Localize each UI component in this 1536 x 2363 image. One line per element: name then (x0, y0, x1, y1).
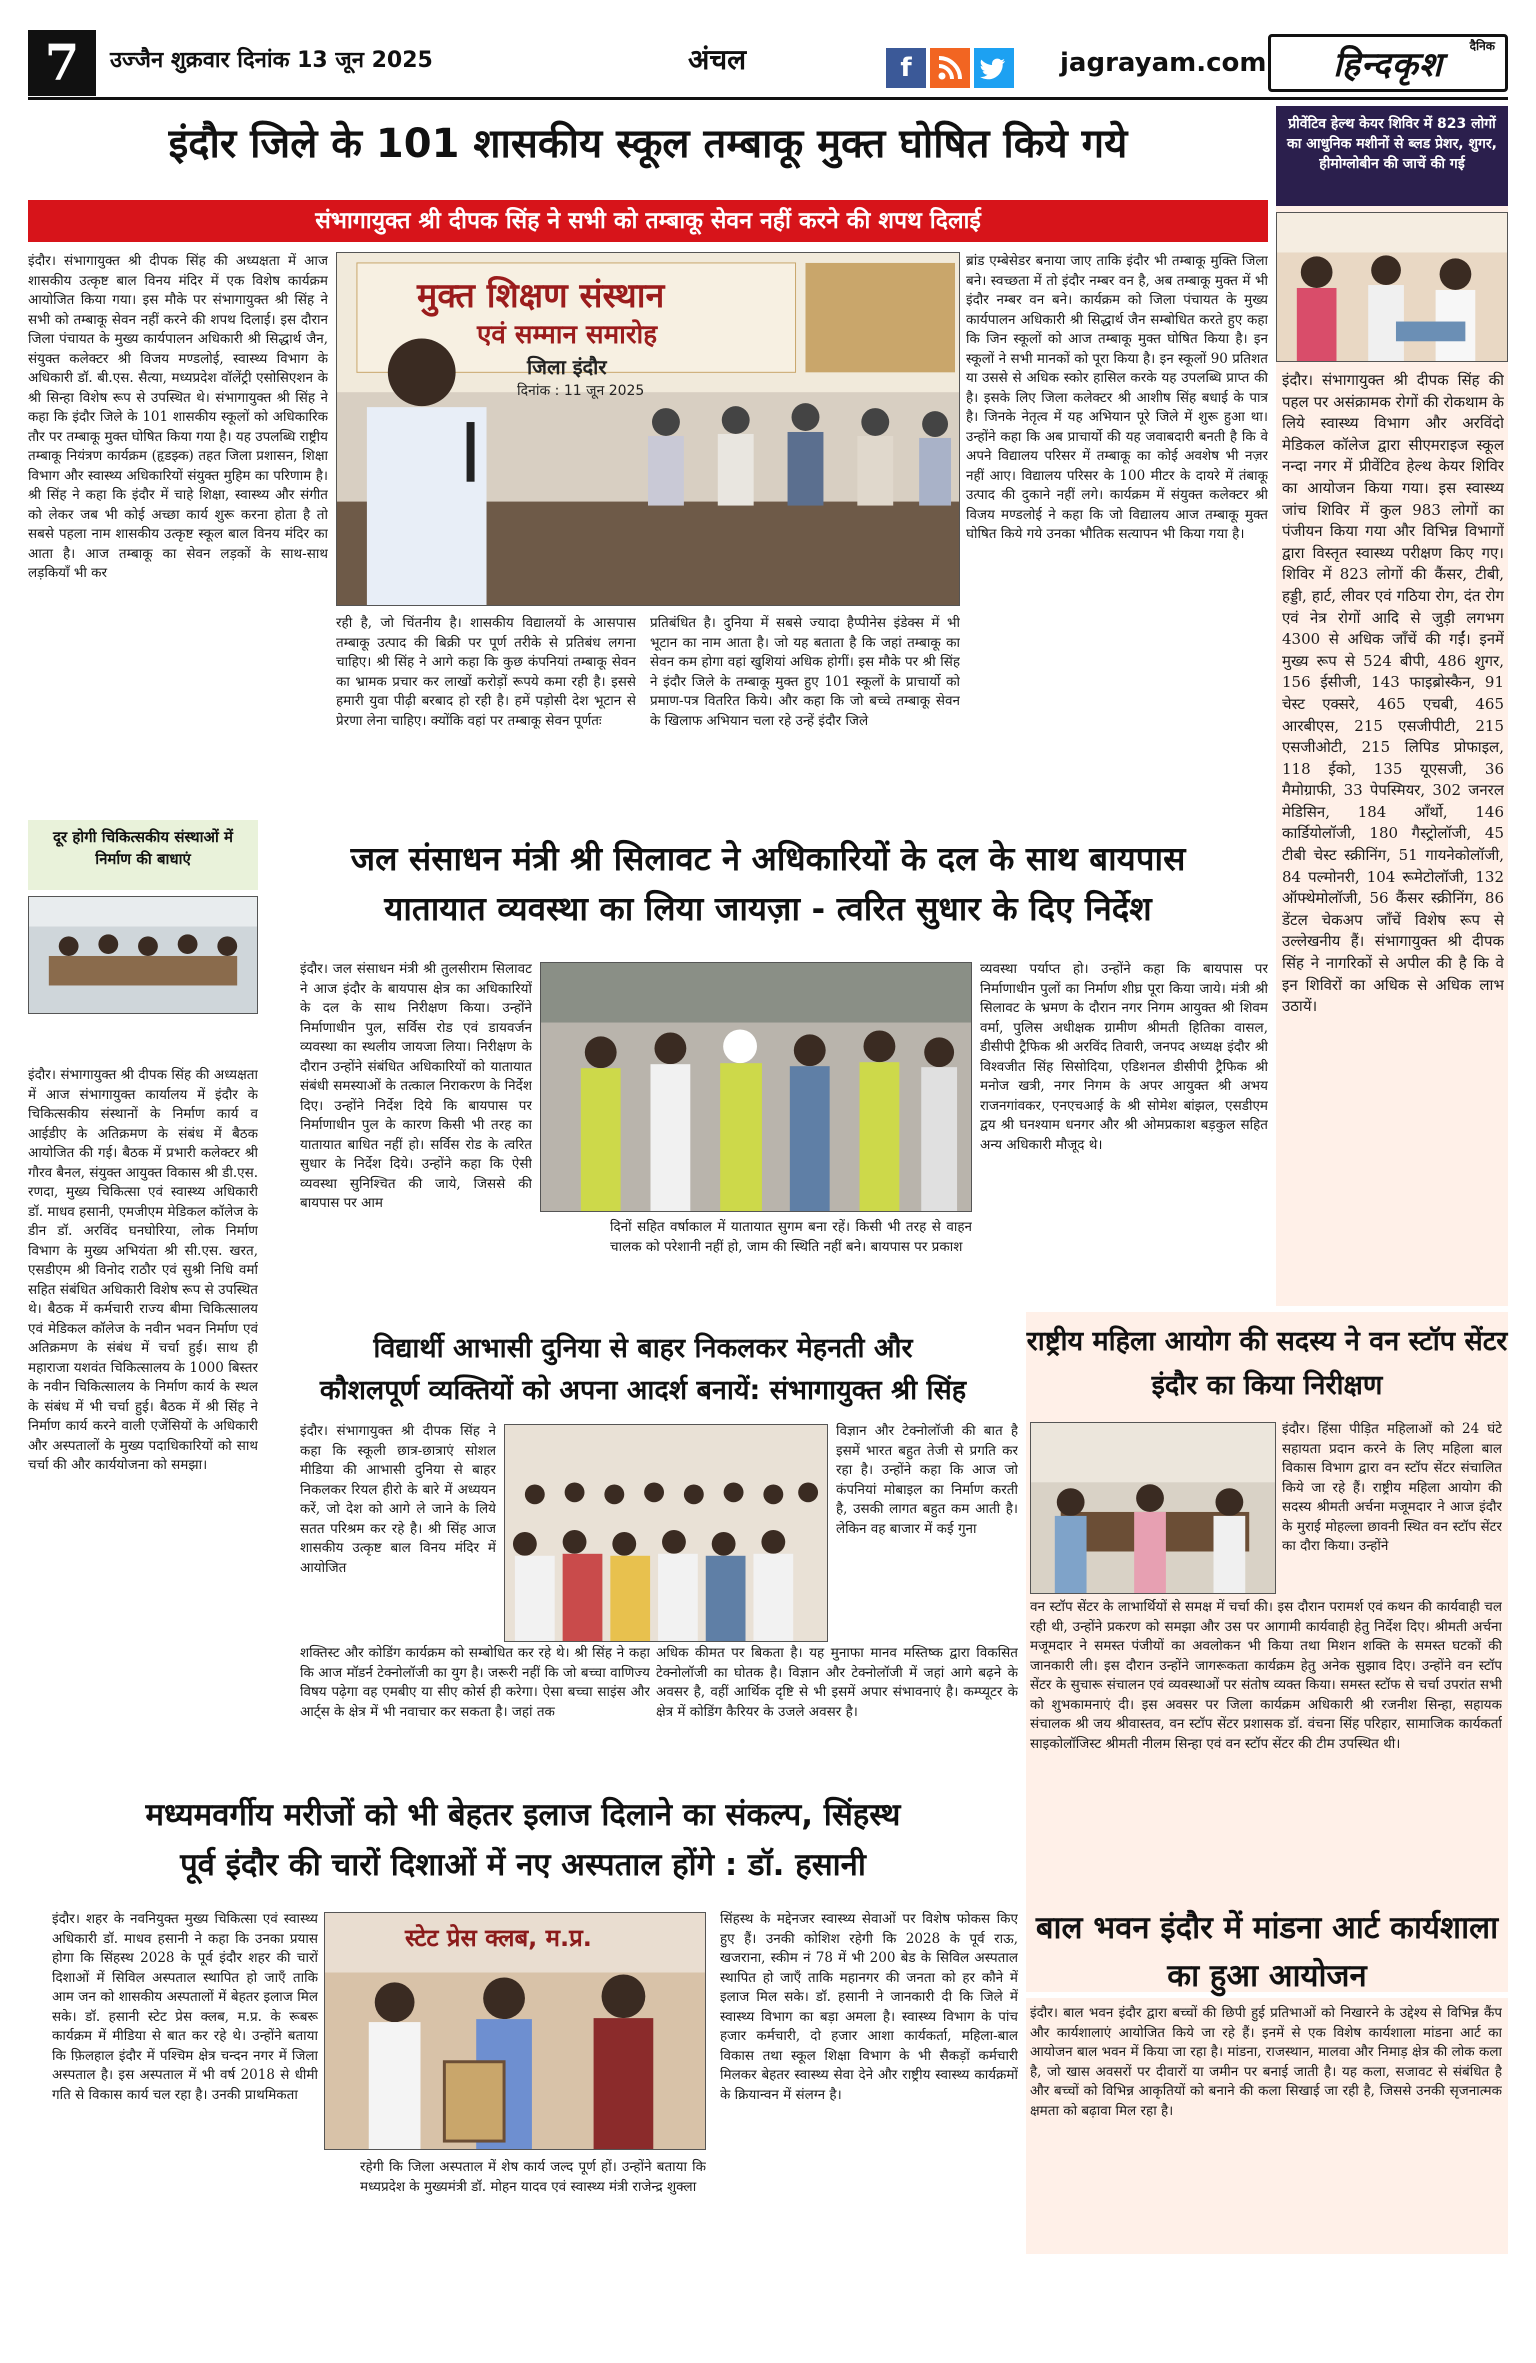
bypass-headline-line1: जल संसाधन मंत्री श्री सिलावट ने अधिकारियों के दल के साथ बायपास (350, 839, 1186, 878)
lead-headline: इंदौर जिले के 101 शासकीय स्कूल तम्बाकू मुक्त घोषित किये गये (168, 121, 1128, 167)
medical-sidebar (28, 820, 258, 1500)
twitter-icon[interactable] (974, 48, 1014, 88)
newspaper-logo (1268, 34, 1508, 92)
lead-col-3: प्रतिबंधित है। दुनिया में सबसे ज्यादा हैप्पीनेस इंडेक्स में भी भूटान का नाम आता है। जो यह बताता है कि जहां तम्बाकू का सेवन कम होगा वहां खुशियां अधिक होगीं। इस मौके पर श्री सिंह ने इंदौर जिले के तम्बाकू मुक्त हुए 101 स्कूलों के प्राचार्यो को प्रमाण-पत्र वितरित किये। और कहा कि जो बच्चे तम्बाकू सेवन के खिलाफ अभियान चला रहे उन्हें इंदौर जिले (650, 615, 960, 729)
students-headline-line2: कौशलपूर्ण व्यक्तियों को अपना आदर्श बनायें: संभागायुक्त श्री सिंह (319, 1375, 967, 1406)
bypass-col-3: व्यवस्था पर्याप्त हो। उन्होंने कहा कि बायपास पर निर्माणाधीन पुलों का निर्माण शीघ्र पूरा किया जाये। मंत्री श्री सिलावट के भ्रमण के दौरान नगर निगम आयुक्त श्री शिवम वर्मा, पुलिस अधीक्षक ग्रामीण श्रीमती हितिका वासल, डीसीपी ट्रैफिक श्री अरविंद तिवारी, जनपद अध्यक्ष इंदौर श्री विश्वजीत सिंह सिसोदिया, एडिशनल डीसीपी ट्रैफिक श्री मनोज खत्री, नगर निगम के अपर आयुक्त श्री अभय राजनगांवकर, एनएचआई के श्री सोमेश बांझल, एसडीएम द्वय श्री घनश्याम धनगर और श्री ओमप्रकाश बड़कुल सहित अन्य अधिकारी मौजूद थे। (980, 961, 1268, 1153)
students-col-right: विज्ञान और टेक्नोलॉजी की बात है इसमें भारत बहुत तेजी से प्रगति कर रहा है। उन्होंने कहा कि आज जो कंपनियां मोबाइल का निर्माण करती है, उसकी लागत बहुत कम आती है। लेकिन वह बाजार में कई गुना (836, 1423, 1018, 1537)
hospital-photo (324, 1912, 706, 2150)
bypass-photo (540, 962, 972, 1212)
photo-banner-line3: जिला इंदौर (527, 355, 607, 379)
masthead (28, 30, 1508, 100)
website-url[interactable]: jagrayam.com (1060, 48, 1267, 78)
students-headline (268, 1328, 1018, 1412)
lead-col-1: इंदौर। संभागायुक्त श्री दीपक सिंह की अध्यक्षता में आज शासकीय उत्कृष्ट बाल विनय मंदिर में एक विशेष कार्यक्रम आयोजित किया गया। इस मौके पर संभागायुक्त श्री सिंह ने सभी को तम्बाकू सेवन नहीं करने की शपथ दिलाई। इस दौरान जिला पंचायत के मुख्य कार्यपालन अधिकारी श्री सिद्धार्थ जैन, संयुक्त कलेक्टर श्री विजय मण्डलोई, स्वास्थ्य विभाग के अधिकारी डॉ. बी.एस. सैत्या, मध्यप्रदेश वॉलेंट्री एसोसिएशन के श्री सिन्हा विशेष रूप से उपस्थित थे। संभागायुक्त श्री सिंह ने कहा कि इंदौर जिले के 101 शासकीय स्कूलों को अधिकारिक तौर पर तम्बाकू मुक्त घोषित किया गया है। यह उपलब्धि राष्ट्रीय तम्बाकू नियंत्रण कार्यक्रम (हृडझ्क) तहत जिला प्रशासन, शिक्षा विभाग और स्वास्थ्य अधिकारियों संयुक्त मुहिम का परिणाम है। श्री सिंह ने कहा कि इंदौर में चाहे शिक्षा, स्वास्थ्य और संगीत को लेकर जब भी कोई अच्छा कार्य शुरू करना होता है तो सबसे पहला नाम शासकीय उत्कृष्ट स्कूल बाल विनय मंदिर का आता है। आज तम्बाकू का सेवन लड़कों के साथ-साथ लड़कियाँ भी कर (28, 253, 328, 581)
bypass-col-2: दिनों सहित वर्षाकाल में यातायात सुगम बना रहें। किसी भी तरह से वाहन चालक को परेशानी नहीं हो, जाम की स्थिति नहीं बने। बायपास पर प्रकाश (610, 1219, 972, 1255)
women-headline: राष्ट्रीय महिला आयोग की सदस्य ने वन स्टॉप सेंटर इंदौर का किया निरीक्षण (1026, 1326, 1508, 1401)
hospital-headline-line2: पूर्व इंदौर की चारों दिशाओं में नए अस्पताल होंगे : डॉ. हसानी (180, 1847, 866, 1883)
rss-icon[interactable] (930, 48, 970, 88)
hospital-col-2: रहेगी कि जिला अस्पताल में शेष कार्य जल्द पूर्ण हों। उन्होंने बताया कि मध्यप्रदेश के मुख्यमंत्री डॉ. मोहन यादव एवं स्वास्थ्य मंत्री राजेन्द्र शुक्ला (360, 2159, 706, 2195)
women-body-bottom: वन स्टॉप सेंटर के लाभार्थियों से समक्ष में चर्चा की। इस दौरान परामर्श एवं कथन की कार्यवाही चल रही थी, उन्होंने प्रकरण को समझा और उस पर आगामी कार्यवाही हेतु निर्देश दिए। श्रीमती अर्चना मजूमदार ने समस्त पंजीयों का अवलोकन भी किया तथा मिशन शक्ति के समस्त घटकों की जानकारी ली। इस दौरान उन्होंने जागरूकता कार्यक्रम हेतु अनेक सुझाव दिए। उन्होंने वन स्टॉप सेंटर के सुचारू संचालन एवं व्यवस्थाओं पर संतोष व्यक्त किया। समस्त स्टॉफ से चर्चा उपरांत सभी को शुभकामनाएं दी। इस अवसर पर जिला कार्यक्रम अधिकारी श्री रजनीश सिन्हा, सहायक संचालक श्री जय श्रीवास्तव, वन स्टॉप सेंटर प्रशासक डॉ. वंचना सिंह परिहार, सामाजिक कार्यकर्ता साइकोलॉजिस्ट श्रीमती नीलम सिन्हा एवं वन स्टॉप सेंटर की टीम उपस्थित थी। (1030, 1599, 1502, 1752)
medical-headline: दूर होगी चिकित्सकीय संस्थाओं में निर्माण की बाधाएं (28, 820, 258, 890)
students-headline-line1: विद्यार्थी आभासी दुनिया से बाहर निकलकर मेहनती और (373, 1333, 913, 1364)
hospital-col-3: सिंहस्थ के मद्देनजर स्वास्थ्य सेवाओं पर विशेष फोकस किए हुए हैं। उनकी कोशिश रहेगी कि 2028 के पूर्व राऊ, खजराना, स्कीम नं 78 में भी 200 बेड के सिविल अस्पताल स्थापित हो जाएँ ताकि महानगर की जनता को हर कौने में इलाज मिल सके। डॉ. हसानी ने जानकारी दी कि जिले में स्वास्थ्य विभाग का बड़ा अमला है। स्वास्थ्य विभाग के पांच हजार कर्मचारी, दो हजार आशा कार्यकर्ता, महिला-बाल विकास तथा स्कूल शिक्षा विभाग के भी सैकड़ों कर्मचारी मिलकर बेहतर स्वास्थ्य सेवा देने और राष्ट्रीय स्वास्थ्य कार्यक्रमों के क्रियान्वन में संलग्न है। (720, 1911, 1018, 2103)
medical-photo (28, 896, 258, 1014)
hospital-photo-banner: स्टेट प्रेस क्लब, म.प्र. (405, 1924, 592, 1952)
section-name: अंचल (688, 43, 747, 76)
page-number: 7 (28, 30, 96, 96)
social-icons (886, 48, 1014, 88)
students-bottom-right: अधिक कीमत पर बिकता है। यह मुनाफा मानव मस्तिष्क द्वारा विकसित टेक्नोलॉजी का घोतक है। विज्ञान और टेक्नोलॉजी में जहां आगे बढ़ने के अवसर है, वहीं आर्थिक दृष्टि से भी इसमें अपार संभावनाएं है। कम्प्यूटर के क्षेत्र में कोडिंग कैरियर के उजले अवसर है। (656, 1645, 1018, 1720)
hospital-headline-line1: मध्यमवर्गीय मरीजों को भी बेहतर इलाज दिलाने का संकल्प, सिंहस्थ (145, 1797, 901, 1833)
photo-banner-date: दिनांक : 11 जून 2025 (517, 383, 645, 399)
lead-col-2: रही है, जो चिंतनीय है। शासकीय विद्यालयों के आसपास तम्बाकू उत्पाद की बिक्री पर पूर्ण तरीके से प्रतिबंध लगना चाहिए। श्री सिंह ने आगे कहा कि कुछ कंपनियां तम्बाकू सेवन का भ्रामक प्रचार कर लाखों करोड़ों रूपये कमा रही है। इससे हमारी युवा पीढ़ी बरबाद हो रही है। हमें पड़ोसी देश भूटान से प्रेरणा लेना चाहिए। क्योंकि वहां पर तम्बाकू सेवन पूर्णतः (336, 615, 636, 729)
lead-photo (336, 252, 960, 606)
lead-col-4: ब्रांड एम्बेसेडर बनाया जाए ताकि इंदौर भी तम्बाकू मुक्ति जिला बने। स्वच्छता में तो इंदौर नम्बर वन है, अब तम्बाकू मुक्त में भी इंदौर नम्बर वन बने। कार्यक्रम को जिला पंचायत के मुख्य कार्यपालन अधिकारी श्री सिद्धार्थ जैन सम्बोधित करते हुए कहा कि जिन स्कूलों को आज तम्बाकू मुक्त घोषित किया है। इन स्कूलों ने सभी मानकों को पूरा किया है। इन स्कूलों 90 प्रतिशत या उससे से अधिक स्कोर हासिल करके यह उपलब्धि प्राप्त की है। इसके लिए जिला कलेक्टर श्री आशीष सिंह बधाई के पात्र है। जिनके नेतृत्व में यह अभियान पूरे जिले में शुरू हुआ था। उन्होंने कहा कि अब प्राचार्यो की यह जवाबदारी बनती है कि वे अपने विद्यालय परिसर में तम्बाकू का कोई अवशेष भी नज़र नहीं आए। विद्यालय परिसर के 100 मीटर के दायरे में तंबाकू उत्पाद की दुकाने नहीं लगे। कार्यक्रम में संयुक्त कलेक्टर श्री विजय मण्डलोई ने कहा कि जो विद्यालय आज तम्बाकू मुक्त घोषित किये गये उनका भौतिक सत्यापन भी किया गया है। (966, 253, 1268, 542)
logo-title: हिन्दकृश (1333, 45, 1443, 85)
health-sidebar (1276, 106, 1508, 1306)
students-col-1: इंदौर। संभागायुक्त श्री दीपक सिंह ने कहा कि स्कूली छात्र-छात्राएं सोशल मीडिया की आभासी दुनिया से बाहर निकलकर रियल हीरो के बारे में अध्ययन करें, जो देश को आगे ले जाने के लिये सतत परिश्रम कर रहे है। श्री सिंह आज शासकीय उत्कृष्ट बाल विनय मंदिर में आयोजित (300, 1423, 496, 1576)
women-photo (1030, 1422, 1276, 1594)
bypass-headline-line2: यातायात व्यवस्था का लिया जायज़ा - त्वरित सुधार के दिए निर्देश (384, 889, 1152, 928)
bypass-headline (268, 834, 1268, 934)
health-headline: प्रीवेंटिव हेल्थ केयर शिविर में 823 लोगों का आधुनिक मशीनों से ब्लड प्रेशर, शुगर, हीमोग्लोबीन की जाचें की गई (1276, 106, 1508, 206)
health-photo (1276, 212, 1508, 362)
students-photo (504, 1424, 828, 1642)
balbhavan-headline: बाल भवन इंदौर में मांडना आर्ट कार्यशाला का हुआ आयोजन (1035, 1910, 1499, 1994)
photo-banner-line1: मुक्त शिक्षण संस्थान (417, 276, 665, 316)
lead-subhead-text: संभागायुक्त श्री दीपक सिंह ने सभी को तम्बाकू सेवन नहीं करने की शपथ दिलाई (315, 208, 981, 234)
dateline: उज्जैन शुक्रवार दिनांक 13 जून 2025 (110, 48, 433, 73)
hospital-col-1: इंदौर। शहर के नवनियुक्त मुख्य चिकित्सा एवं स्वास्थ्य अधिकारी डॉ. माधव हसानी ने कहा कि उनका प्रयास होगा कि सिंहस्थ 2028 के पूर्व इंदौर शहर की चारों दिशाओं में सिविल अस्पताल स्थापित हो जाएँ ताकि आम जन को शासकीय अस्पतालों में बेहतर इलाज मिल सके। डॉ. हसानी स्टेट प्रेस क्लब, म.प्र. के रूबरू कार्यक्रम में मीडिया से बात कर रहे थे। उन्होंने बताया कि फ़िलहाल इंदौर में पश्चिम क्षेत्र चन्दन नगर में जिला अस्पताल है। इस अस्पताल में भी वर्ष 2018 से धीमी गति से विकास कार्य चल रहा है। उनकी प्राथमिकता (52, 1911, 318, 2103)
medical-body: इंदौर। संभागायुक्त श्री दीपक सिंह की अध्यक्षता में आज संभागायुक्त कार्यालय में इंदौर के चिकित्सकीय संस्थानों के निर्माण कार्य व आईडीए के अतिक्रमण के संबंध में बैठक आयोजित की गई। बैठक में प्रभारी कलेक्टर श्री गौरव बैनल, संयुक्त आयुक्त विकास श्री डी.एस. रणदा, मुख्य चिकित्सा एवं स्वास्थ्य अधिकारी डॉ. माधव हसानी, एमजीएम मेडिकल कॉलेज के डीन डॉ. अरविंद घनघोरिया, लोक निर्माण विभाग के मुख्य अभियंता श्री सी.एस. खरत, एसडीएम श्री विनोद राठौर एवं सुश्री निधि वर्मा सहित संबंधित अधिकारी विशेष रूप से उपस्थित थे। बैठक में कर्मचारी राज्य बीमा चिकित्सालय एवं मेडिकल कॉलेज के नवीन भवन निर्माण एवं अतिक्रमण के संबंध में चर्चा हुई। साथ ही महाराजा यशवंत चिकित्सालय के 1000 बिस्तर के नवीन चिकित्सालय के निर्माण कार्य के स्थल के संबंध में भी चर्चा हुई। बैठक में श्री सिंह ने निर्माण कार्य करने वाली एजेंसियों के अधिकारी और अस्पतालों के मुख्य पदाधिकारियों को साथ चर्चा की और कार्ययोजना को समझा। (28, 1067, 258, 1473)
balbhavan-body: इंदौर। बाल भवन इंदौर द्वारा बच्चों की छिपी हुई प्रतिभाओं को निखारने के उद्देश्य से विभिन्न कैंप और कार्यशालाएं आयोजित किये जा रहे हैं। इनमें से एक विशेष कार्यशाला मांडना आर्ट का आयोजन बाल भवन में किया जा रहा है। मांडना, राजस्थान, मालवा और निमाड़ क्षेत्र की लोक कला है, जो खास अवसरों पर दीवारों या जमीन पर बनाई जाती है। यह कला, सजावट से संबंधित है और बच्चों को विभिन्न आकृतियों को बनाने की कला सिखाई जा रही है, जिससे उनकी सृजनात्मक क्षमता को बढ़ावा मिल रहा है। (1030, 2005, 1502, 2119)
bypass-col-1: इंदौर। जल संसाधन मंत्री श्री तुलसीराम सिलावट ने आज इंदौर के बायपास क्षेत्र का अधिकारियों के दल के साथ निरीक्षण किया। उन्होंने निर्माणाधीन पुल, सर्विस रोड एवं डायवर्जन व्यवस्था का स्थलीय जायजा लिया। निरीक्षण के दौरान उन्होंने संबंधित अधिकारियों को यातायात संबंधी समस्याओं के तत्काल निराकरण के निर्देश दिए। उन्होंने निर्देश दिये कि बायपास पर निर्माणाधीन पुल के कारण किसी भी तरह का यातायात बाधित नहीं हो। सर्विस रोड के त्वरित सुधार के निर्देश दिये। उन्होंने कहा कि ऐसी व्यवस्था सुनिश्चित की जाये, जिससे की बायपास पर आम (300, 961, 532, 1211)
photo-banner-line2: एवं सम्मान समारोह (477, 320, 658, 350)
facebook-icon[interactable]: f (886, 48, 926, 88)
health-body: इंदौर। संभागायुक्त श्री दीपक सिंह की पहल पर असंक्रामक रोगों की रोकथाम के लिये स्वास्थ्य विभाग और अरविंदो मेडिकल कॉलेज द्वारा सीएमराइज स्कूल नन्दा नगर में प्रीवेंटिव हेल्थ केयर शिविर का आयोजन किया गया। इस स्वास्थ्य जांच शिविर में कुल 983 लोगों का पंजीयन किया गया और विभिन्न विभागों द्वारा विस्तृत स्वास्थ्य परीक्षण किए गए। शिविर में 823 लोगों की कैंसर, टीबी, हड्डी, हार्ट, लीवर एवं गठिया रोग, दंत रोग एवं नेत्र रोगों आदि से जुड़ी लगभग 4300 से अधिक जाँचें की गईं। इनमें मुख्य रूप से 524 बीपी, 486 शुगर, 156 ईसीजी, 143 फाइब्रोस्कैन, 91 चेस्ट एक्सरे, 465 एचबी, 465 आरबीएस, 215 एसजीपीटी, 215 एसजीओटी, 215 लिपिड प्रोफाइल, 118 ईको, 135 यूएसजी, 36 मैमोग्राफी, 33 पेपस्मियर, 302 जनरल मेडिसिन, 184 ऑंर्थो, 146 कार्डियोलॉजी, 180 गैस्ट्रोलॉजी, 45 टीबी चेस्ट स्क्रीनिंग, 51 गायनेकोलॉजी, 84 पल्मोनरी, 104 रूमेटोलॉजी, 132 ऑफ्थेमोलॉजी, 56 कैंसर स्क्रीनिंग, 86 डेंटल चेकअप जाँचें विशेष रूप से उल्लेखनीय हैं। संभागायुक्त श्री दीपक सिंह ने नागरिकों से अपील की है कि वे इन शिविरों का अधिक से अधिक लाभ उठायें। (1282, 371, 1504, 1016)
hospital-headline (28, 1790, 1018, 1890)
women-body-top: इंदौर। हिंसा पीड़ित महिलाओं को 24 घंटे सहायता प्रदान करने के लिए महिला बाल विकास विभाग द्वारा वन स्टॉप सेंटर संचालित किये जा रहे हैं। राष्ट्रीय महिला आयोग की सदस्य श्रीमती अर्चना मजूमदार ने आज इंदौर के मुराई मोहल्ला छावनी स्थित वन स्टॉप सेंटर का दौरा किया। उन्होंने (1282, 1421, 1502, 1554)
students-bottom-left: शक्तिस्ट और कोडिंग कार्यक्रम को सम्बोधित कर रहे थे। श्री सिंह ने कहा कि आज मॉडर्न टेक्नोलॉजी का युग है। जरूरी नहीं कि जो बच्चा वाणिज्य विषय पढ़ेगा वह एमबीए या सीए कोर्स ही करेगा। ऐसा बच्चा साइंस और आर्ट्स के क्षेत्र में भी नवाचार कर सकता है। जहां तक (300, 1645, 650, 1720)
lead-subhead (28, 200, 1268, 242)
logo-tagline: दैनिक (1469, 39, 1495, 53)
